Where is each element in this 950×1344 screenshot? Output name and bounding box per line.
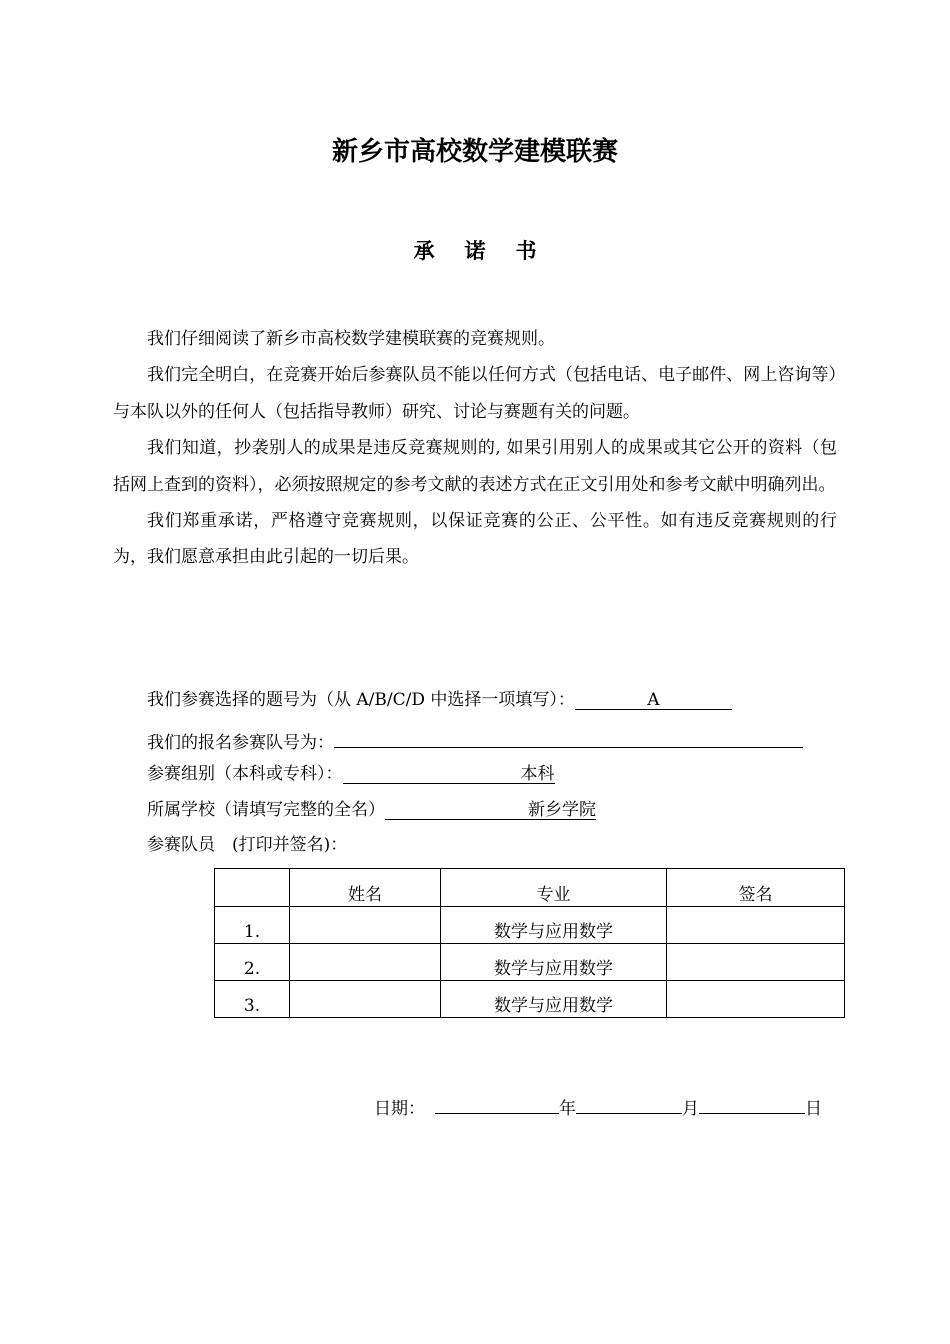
year-label: 年 [559, 1099, 576, 1119]
table-header-cell: 姓名 [290, 869, 441, 907]
pledge-paragraph: 我们仔细阅读了新乡市高校数学建模联赛的竞赛规则。 [147, 329, 555, 349]
table-header-row [215, 869, 845, 907]
year-field[interactable] [435, 1092, 559, 1114]
table-row [215, 907, 845, 944]
members-table [214, 868, 845, 1018]
member-signature-cell[interactable] [667, 907, 845, 944]
document-subtitle: 承诺书 [413, 239, 567, 263]
day-label: 日 [805, 1099, 822, 1119]
member-name-cell[interactable] [290, 944, 441, 981]
members-label: 参赛队员 (打印并签名)： [147, 835, 348, 855]
member-signature-cell[interactable] [667, 944, 845, 981]
member-signature-cell[interactable] [667, 981, 845, 1018]
member-name-cell[interactable] [290, 981, 441, 1018]
table-header-cell [215, 869, 290, 907]
school-label: 所属学校（请填写完整的全名） [147, 800, 385, 820]
month-label: 月 [682, 1099, 699, 1119]
table-row [215, 981, 845, 1018]
school-field[interactable]: 新乡学院 [385, 798, 596, 820]
member-index: 1. [215, 907, 290, 944]
pledge-paragraph: 我们知道，抄袭别人的成果是违反竞赛规则的, 如果引用别人的成果或其它公开的资料（包括网上查到的资料），必须按照规定的参考文献的表述方式在正文引用处和参考文献中明确列出。 [113, 438, 837, 495]
month-field[interactable] [576, 1092, 682, 1114]
group-label: 参赛组别（本科或专科）： [147, 764, 343, 784]
table-row [215, 944, 845, 981]
member-index: 2. [215, 944, 290, 981]
date-label: 日期： [374, 1099, 425, 1119]
pledge-paragraph: 我们完全明白，在竞赛开始后参赛队员不能以任何方式（包括电话、电子邮件、网上咨询等）与本队以外的任何人（包括指导教师）研究、讨论与赛题有关的问题。 [113, 365, 837, 422]
team-number-label: 我们的报名参赛队号为： [147, 733, 334, 753]
document-title: 新乡市高校数学建模联赛 [331, 137, 618, 167]
school-line [147, 798, 596, 822]
group-line [147, 762, 555, 786]
pledge-body [113, 321, 837, 576]
member-major-cell: 数学与应用数学 [441, 981, 667, 1018]
team-number-field[interactable] [334, 726, 803, 748]
member-name-cell[interactable] [290, 907, 441, 944]
table-header-cell: 专业 [441, 869, 667, 907]
group-field[interactable]: 本科 [343, 762, 555, 784]
pledge-paragraph: 我们郑重承诺，严格遵守竞赛规则，以保证竞赛的公正、公平性。如有违反竞赛规则的行为，我们愿意承担由此引起的一切后果。 [113, 511, 837, 568]
table-header-cell: 签名 [667, 869, 845, 907]
member-major-cell: 数学与应用数学 [441, 907, 667, 944]
problem-number-line [147, 688, 732, 712]
problem-number-label: 我们参赛选择的题号为（从 A/B/C/D 中选择一项填写）： [147, 690, 575, 710]
day-field[interactable] [699, 1092, 805, 1114]
date-line [374, 1092, 822, 1121]
team-number-line [147, 726, 803, 755]
problem-number-field[interactable]: A [575, 688, 732, 710]
member-major-cell: 数学与应用数学 [441, 944, 667, 981]
member-index: 3. [215, 981, 290, 1018]
